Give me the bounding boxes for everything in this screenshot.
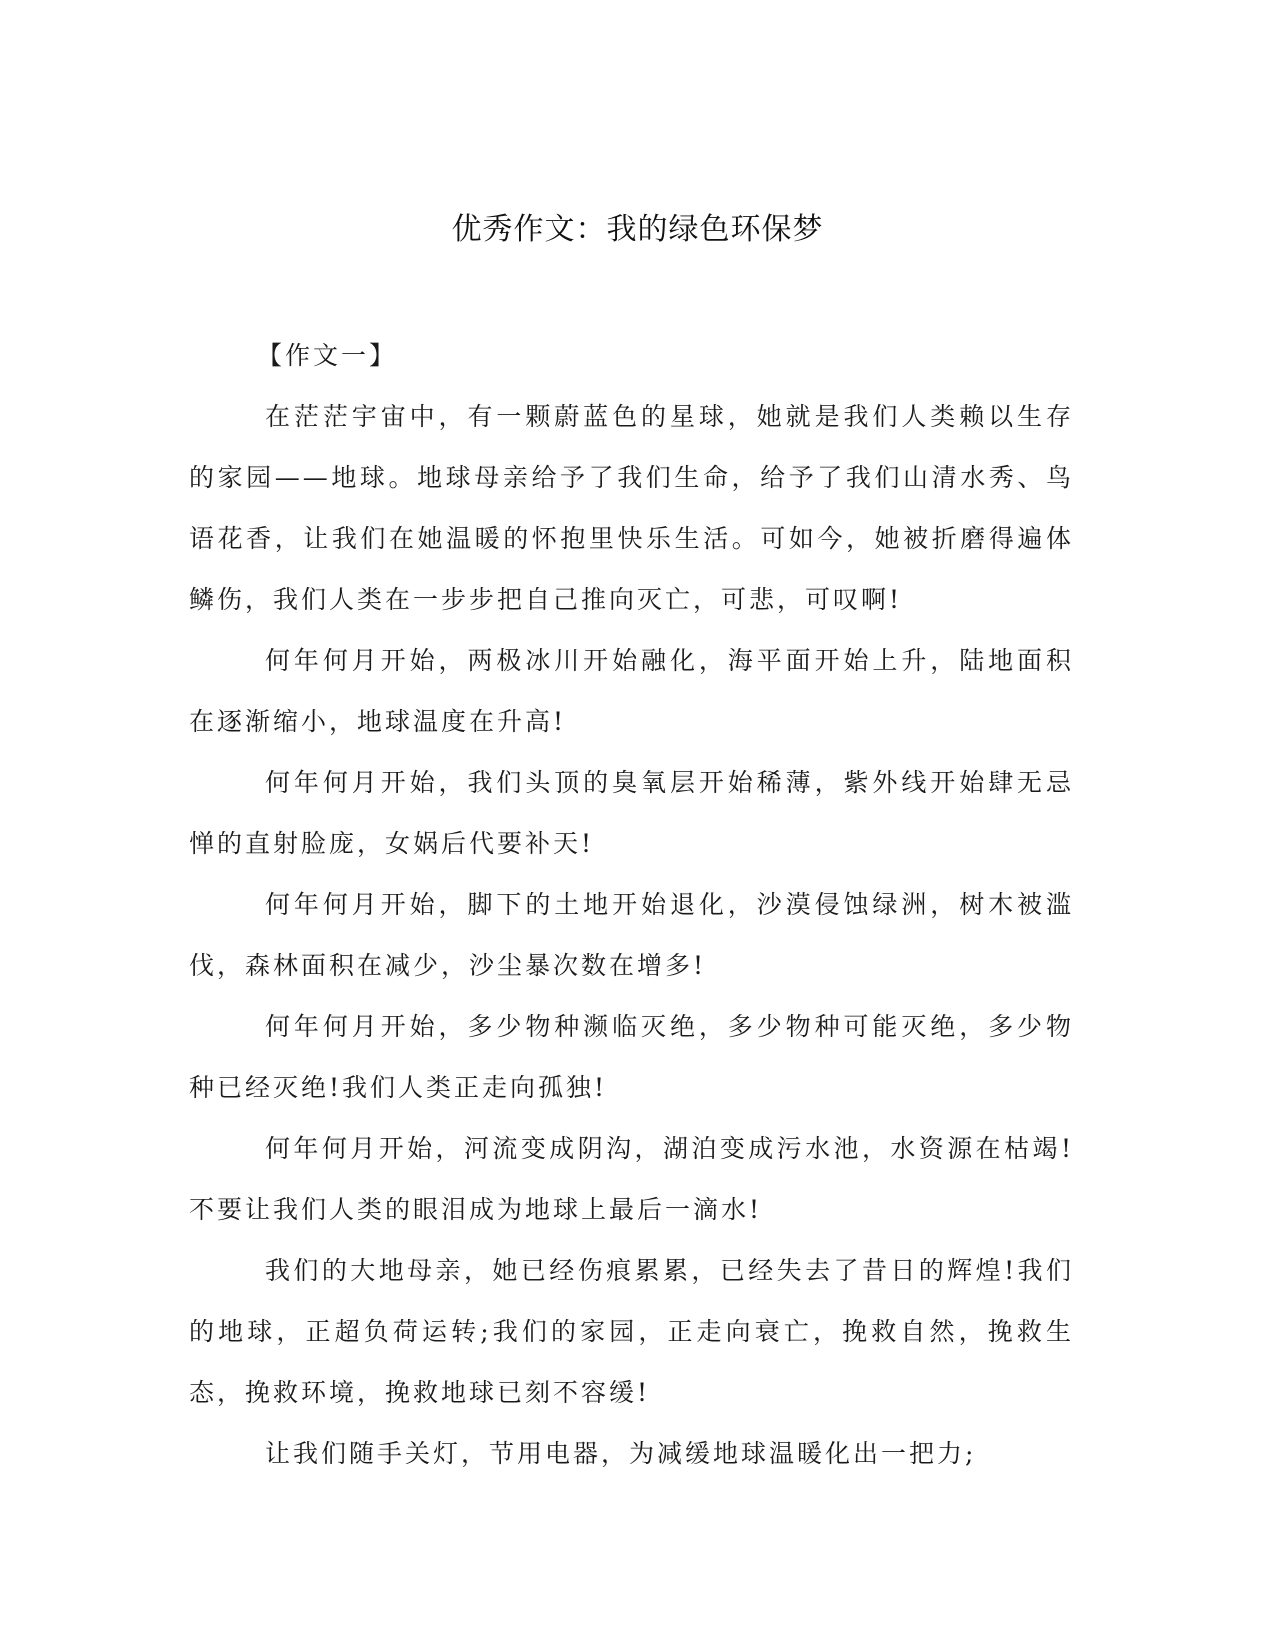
paragraph: 何年何月开始，河流变成阴沟，湖泊变成污水池，水资源在枯竭!不要让我们人类的眼泪成为地球上最后一滴水! bbox=[189, 1134, 1074, 1224]
essay-body bbox=[189, 325, 1074, 1484]
paragraph: 何年何月开始，脚下的土地开始退化，沙漠侵蚀绿洲，树木被滥伐，森林面积在减少，沙尘暴次数在增多! bbox=[189, 890, 1074, 980]
document-title: 优秀作文：我的绿色环保梦 bbox=[451, 212, 824, 247]
paragraph: 何年何月开始，我们头顶的臭氧层开始稀薄，紫外线开始肆无忌惮的直射脸庞，女娲后代要补天! bbox=[189, 768, 1074, 858]
paragraph: 让我们随手关灯，节用电器，为减缓地球温暖化出一把力; bbox=[265, 1439, 977, 1468]
paragraph: 何年何月开始，两极冰川开始融化，海平面开始上升，陆地面积在逐渐缩小，地球温度在升高! bbox=[189, 646, 1074, 736]
section-label: 【作文一】 bbox=[257, 341, 398, 370]
paragraph: 何年何月开始，多少物种濒临灭绝，多少物种可能灭绝，多少物种已经灭绝!我们人类正走向孤独! bbox=[189, 1012, 1074, 1102]
paragraph: 我们的大地母亲，她已经伤痕累累，已经失去了昔日的辉煌!我们的地球，正超负荷运转;我们的家园，正走向衰亡，挽救自然，挽救生态，挽救环境，挽救地球已刻不容缓! bbox=[189, 1256, 1074, 1407]
paragraph: 在茫茫宇宙中，有一颗蔚蓝色的星球，她就是我们人类赖以生存的家园——地球。地球母亲给予了我们生命，给予了我们山清水秀、鸟语花香，让我们在她温暖的怀抱里快乐生活。可如今，她被折磨得遍体鳞伤，我们人类在一步步把自己推向灭亡，可悲，可叹啊! bbox=[189, 402, 1074, 614]
